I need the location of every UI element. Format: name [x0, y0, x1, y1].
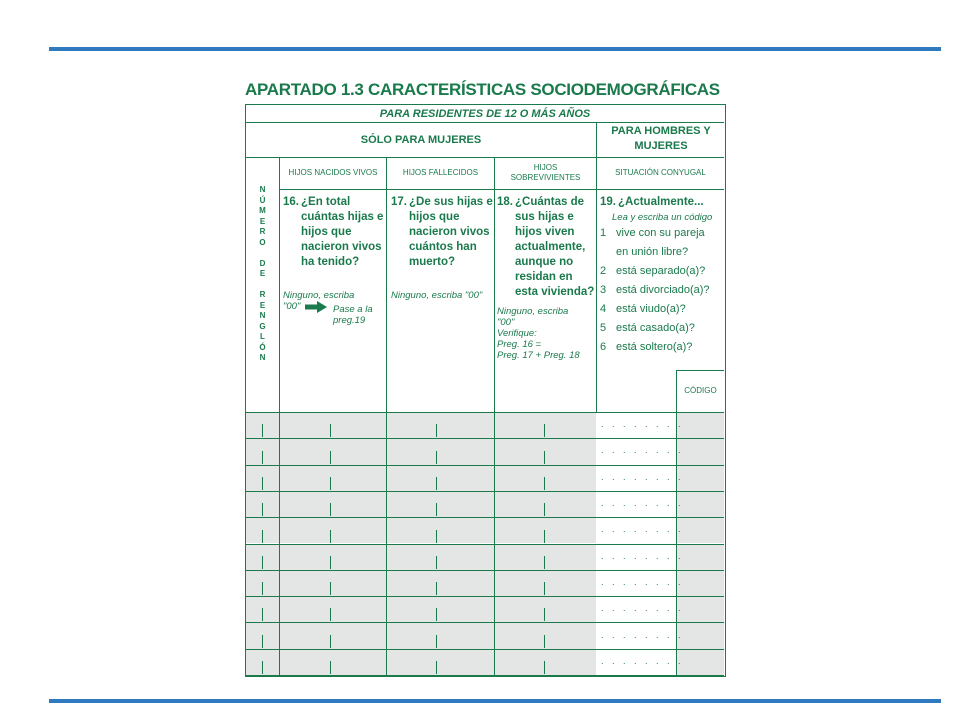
row-label-letter: O	[259, 237, 266, 247]
dotted-fill: . . . . . . . .	[601, 576, 684, 587]
deceased-cell[interactable]	[387, 492, 494, 517]
q17.lines-line: hijos que	[409, 211, 460, 223]
q18.lines-line: sus hijas e	[515, 211, 574, 223]
question-17	[391, 195, 495, 301]
row-label-letter: R	[259, 227, 266, 236]
row-label-letter: L	[260, 332, 265, 341]
deceased-cell[interactable]	[387, 439, 494, 464]
q19-text: ¿Actualmente...	[618, 196, 704, 208]
digit-divider	[436, 661, 437, 674]
surviving-cell[interactable]	[495, 492, 596, 517]
digit-divider	[544, 556, 545, 569]
row-label-letter: M	[259, 206, 266, 215]
deceased-cell[interactable]	[387, 518, 494, 543]
surviving-cell[interactable]	[495, 650, 596, 675]
surviving-cell[interactable]	[495, 597, 596, 622]
dotted-fill: . . . . . . . .	[601, 629, 684, 640]
dotted-fill: . . . . . . . .	[601, 524, 684, 535]
q18.lines-line: esta vivienda?	[515, 286, 595, 298]
digit-divider	[544, 451, 545, 464]
question-16	[283, 195, 386, 326]
q19-instruction: Lea y escriba un código	[612, 212, 713, 223]
surviving-cell[interactable]	[495, 518, 596, 543]
group-men-women	[598, 124, 724, 158]
col-header-marital-status: SITUACIÓN CONYUGAL	[615, 168, 706, 177]
dotted-fill: . . . . . . . .	[601, 550, 684, 561]
code-cell[interactable]	[677, 623, 724, 648]
digit-divider	[262, 635, 263, 648]
q18.lines-line: ¿Cuántas de	[515, 196, 585, 208]
born-alive-cell[interactable]	[280, 545, 386, 570]
digit-divider	[262, 503, 263, 516]
q17.lines-line: cuántos han	[409, 241, 477, 253]
surviving-cell[interactable]	[495, 413, 596, 438]
q19-option	[600, 338, 724, 357]
born-alive-cell[interactable]	[280, 597, 386, 622]
dotted-fill: . . . . . . . .	[601, 471, 684, 482]
q18-number: 18.	[497, 196, 513, 208]
born-alive-cell[interactable]	[280, 650, 386, 675]
q18.lines-line: aunque no	[515, 256, 574, 268]
row-label-letter	[246, 280, 279, 291]
digit-divider	[330, 608, 331, 621]
digit-divider	[436, 451, 437, 464]
code-cell[interactable]	[677, 439, 724, 464]
digit-divider	[436, 608, 437, 621]
q19-option	[600, 243, 724, 262]
code-cell[interactable]	[677, 650, 724, 675]
code-cell[interactable]	[677, 466, 724, 491]
digit-divider	[262, 661, 263, 674]
q18.note_lines-line: "00"	[497, 317, 515, 328]
dotted-fill: . . . . . . . .	[601, 655, 684, 666]
digit-divider	[436, 635, 437, 648]
deceased-cell[interactable]	[387, 623, 494, 648]
q19-option	[600, 262, 724, 281]
q19-option-number: 3	[600, 284, 607, 296]
surviving-cell[interactable]	[495, 466, 596, 491]
row-label-letter: E	[259, 300, 266, 310]
q16-skip-line1: Pase a la	[333, 304, 373, 315]
dotted-fill: . . . . . . . .	[601, 419, 684, 430]
row-label-letter: E	[259, 216, 266, 226]
q19-option-label: vive con su pareja	[616, 227, 705, 239]
digit-divider	[330, 635, 331, 648]
row-label-letter: N	[259, 311, 266, 320]
digit-divider	[544, 661, 545, 674]
q19-options	[600, 224, 724, 357]
born-alive-cell[interactable]	[280, 518, 386, 543]
q16-note-line2: "00"	[283, 301, 301, 312]
born-alive-cell[interactable]	[280, 623, 386, 648]
digit-divider	[544, 635, 545, 648]
digit-divider	[262, 451, 263, 464]
q19-number: 19.	[600, 196, 616, 208]
digit-divider	[262, 477, 263, 490]
row-label-letter: Ó	[259, 342, 266, 352]
surviving-cell[interactable]	[495, 571, 596, 596]
subtitle: PARA RESIDENTES DE 12 O MÁS AÑOS	[379, 107, 591, 120]
deceased-cell[interactable]	[387, 466, 494, 491]
row-label-letter: D	[259, 258, 266, 268]
q16-skip-line2: preg.19	[333, 315, 366, 326]
digit-divider	[330, 503, 331, 516]
code-cell[interactable]	[677, 413, 724, 438]
q17.lines-line: nacieron vivos	[409, 226, 490, 238]
q18.note_lines-line: Ninguno, escriba	[497, 306, 569, 317]
row-label-letter: R	[259, 290, 266, 299]
digit-divider	[262, 530, 263, 543]
q16-number: 16.	[283, 196, 299, 208]
surviving-cell[interactable]	[495, 439, 596, 464]
digit-divider	[544, 477, 545, 490]
group-men-women-line1: PARA HOMBRES Y	[611, 125, 711, 137]
born-alive-cell[interactable]	[280, 413, 386, 438]
digit-divider	[544, 424, 545, 437]
born-alive-cell[interactable]	[280, 466, 386, 491]
digit-divider	[544, 503, 545, 516]
digit-divider	[544, 530, 545, 543]
code-cell[interactable]	[677, 492, 724, 517]
q19-option	[600, 300, 724, 319]
digit-divider	[262, 424, 263, 437]
q16.lines-line: ha tenido?	[301, 256, 360, 268]
q19-option	[600, 319, 724, 338]
digit-divider	[262, 582, 263, 595]
digit-divider	[330, 582, 331, 595]
digit-divider	[436, 477, 437, 490]
q19-option-label: está divorciado(a)?	[616, 284, 710, 296]
q18-notes	[497, 306, 596, 361]
q18.note_lines-line: Verifique:	[497, 328, 537, 339]
code-cell[interactable]	[677, 545, 724, 570]
q19-option-label: en unión libre?	[616, 246, 689, 258]
question-18	[497, 195, 596, 361]
digit-divider	[436, 556, 437, 569]
digit-divider	[262, 608, 263, 621]
q16.lines-line: nacieron vivos	[301, 241, 382, 253]
row-label-letter: E	[259, 269, 266, 278]
col-header-deceased: HIJOS FALLECIDOS	[402, 168, 479, 177]
digit-divider	[262, 556, 263, 569]
dotted-fill: . . . . . . . .	[601, 603, 684, 614]
q19-option-label: está separado(a)?	[616, 265, 706, 277]
dotted-fill: . . . . . . . .	[601, 445, 684, 456]
q16-skip	[333, 304, 373, 326]
q16-note-row	[283, 301, 386, 326]
digit-divider	[330, 556, 331, 569]
q16.lines-line: hijos que	[301, 226, 352, 238]
q16-text	[301, 195, 383, 270]
q16.lines-line: ¿En total	[301, 196, 351, 208]
q19-option-label: está viudo(a)?	[616, 303, 686, 315]
row-label-letter: N	[259, 185, 266, 194]
q17-note: Ninguno, escriba "00"	[391, 290, 483, 301]
col-header-surviving-line2: SOBREVIVIENTES	[510, 173, 581, 182]
digit-divider	[330, 424, 331, 437]
digit-divider	[330, 477, 331, 490]
born-alive-cell[interactable]	[280, 492, 386, 517]
code-label: CÓDIGO	[684, 386, 717, 395]
digit-divider	[544, 608, 545, 621]
q19-option	[600, 281, 724, 300]
q19-option	[600, 224, 724, 243]
group-men-women-line2: MUJERES	[634, 140, 688, 152]
q17-text	[409, 195, 493, 270]
q18-text	[515, 195, 594, 300]
q19-option-label: está casado(a)?	[616, 322, 695, 334]
dotted-fill: . . . . . . . .	[601, 498, 684, 509]
q19-option-number: 4	[600, 303, 607, 315]
q17.lines-line: muerto?	[409, 256, 455, 268]
born-alive-cell[interactable]	[280, 571, 386, 596]
deceased-cell[interactable]	[387, 413, 494, 438]
q16.lines-line: cuántas hijas e	[301, 211, 384, 223]
q17.lines-line: ¿De sus hijas e	[409, 196, 493, 208]
row-label-letter	[246, 248, 279, 259]
code-cell[interactable]	[677, 518, 724, 543]
digit-divider	[436, 530, 437, 543]
row-label-letter: N	[259, 353, 266, 362]
digit-divider	[436, 582, 437, 595]
top-rule	[49, 47, 941, 51]
deceased-cell[interactable]	[387, 571, 494, 596]
q18.lines-line: hijos viven	[515, 226, 575, 238]
surviving-cell[interactable]	[495, 545, 596, 570]
q16-note-line1: Ninguno, escriba	[283, 290, 355, 301]
digit-divider	[330, 451, 331, 464]
row-label-letter: Ú	[259, 195, 266, 205]
questionnaire-grid	[245, 104, 726, 677]
q18.note_lines-line: Preg. 17 + Preg. 18	[497, 350, 580, 361]
code-cell[interactable]	[677, 571, 724, 596]
q18.lines-line: residan en	[515, 271, 573, 283]
col-header-surviving	[495, 158, 596, 188]
digit-divider	[544, 582, 545, 595]
col-header-born-alive: HIJOS NACIDOS VIVOS	[288, 168, 378, 177]
q19-option-number: 2	[600, 265, 607, 277]
deceased-cell[interactable]	[387, 597, 494, 622]
arrow-right-icon	[305, 301, 327, 313]
row-number-vertical-label	[246, 185, 279, 415]
q19-option-number: 1	[600, 227, 607, 239]
digit-divider	[330, 530, 331, 543]
question-19	[600, 195, 724, 357]
q18.lines-line: actualmente,	[515, 241, 586, 253]
deceased-cell[interactable]	[387, 650, 494, 675]
digit-divider	[436, 424, 437, 437]
q18.note_lines-line: Preg. 16 =	[497, 339, 542, 350]
col-header-surviving-line1: HIJOS	[533, 163, 558, 172]
group-women: SÓLO PARA MUJERES	[360, 134, 482, 146]
form-title: APARTADO 1.3 CARACTERÍSTICAS SOCIODEMOGRÁFICAS	[245, 80, 720, 99]
q19-option-number: 5	[600, 322, 607, 334]
q17-number: 17.	[391, 196, 407, 208]
bottom-rule	[49, 699, 941, 703]
q19-option-label: está soltero(a)?	[616, 341, 693, 353]
born-alive-cell[interactable]	[280, 439, 386, 464]
row-label-letter: G	[259, 321, 266, 331]
q19-option-number: 6	[600, 341, 607, 353]
row-divider	[246, 675, 724, 676]
digit-divider	[330, 661, 331, 674]
deceased-cell[interactable]	[387, 545, 494, 570]
surviving-cell[interactable]	[495, 623, 596, 648]
digit-divider	[436, 503, 437, 516]
code-cell[interactable]	[677, 597, 724, 622]
